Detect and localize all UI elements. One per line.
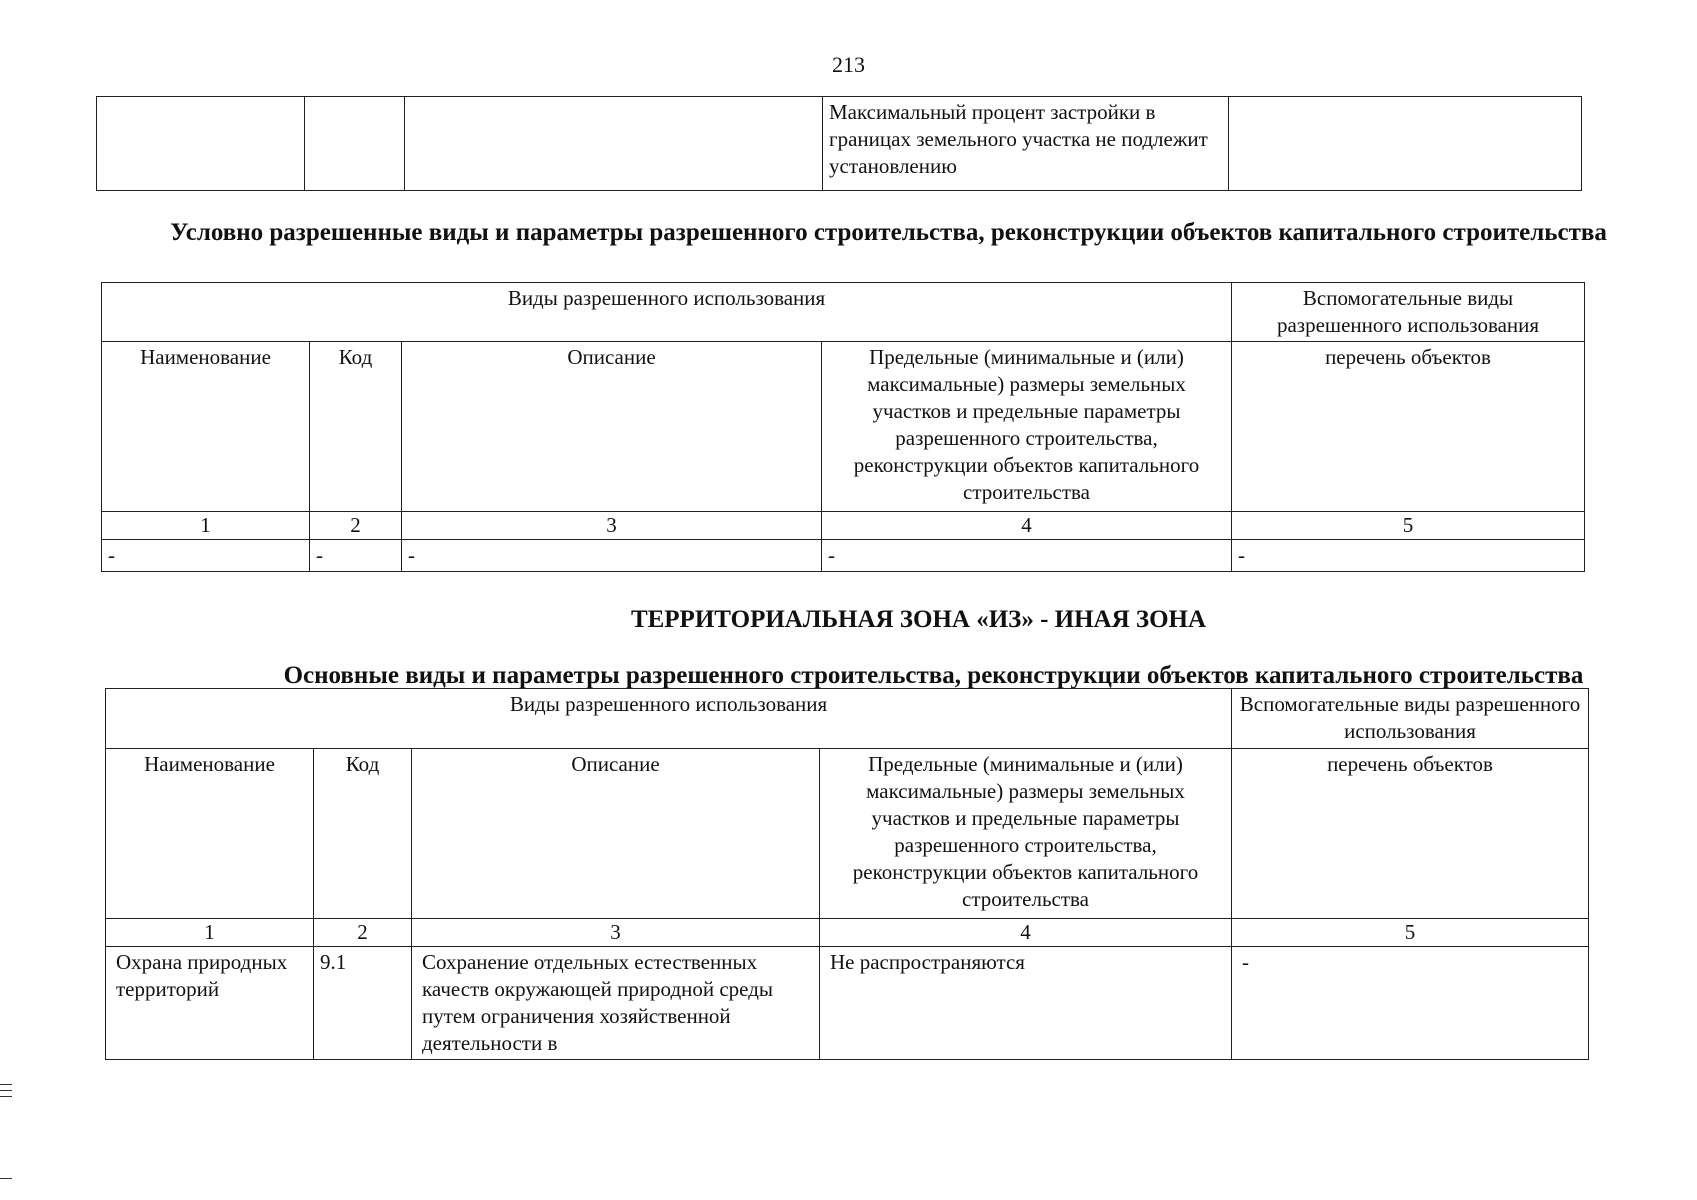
column-number: 3 <box>412 919 820 947</box>
header-params: Предельные (минимальные и (или) максимальные) размеры земельных участков и предельные параметры разрешенного строительства, реконструкции объектов капитального строительства <box>820 749 1232 919</box>
header-group-permitted-uses: Виды разрешенного использования <box>106 689 1232 749</box>
table-row <box>102 540 1585 572</box>
column-number: 5 <box>1232 512 1585 540</box>
header-description: Описание <box>402 342 822 512</box>
column-number-row <box>106 919 1589 947</box>
column-number: 4 <box>820 919 1232 947</box>
column-number-row <box>102 512 1585 540</box>
table-cell: - <box>310 540 402 572</box>
table-cell <box>1229 97 1582 191</box>
main-uses-table <box>105 688 1589 1060</box>
use-code-cell: 9.1 <box>314 947 412 1060</box>
table-cell: - <box>402 540 822 572</box>
column-number: 1 <box>106 919 314 947</box>
use-description-cell: Сохранение отдельных естественных качеств окружающей природной среды путем ограничения хозяйственной деятельности в <box>412 947 820 1060</box>
auxiliary-cell: - <box>1232 947 1589 1060</box>
margin-mark <box>0 1096 12 1097</box>
top-continuation-table <box>96 96 1582 191</box>
header-group-permitted-uses: Виды разрешенного использования <box>102 283 1232 342</box>
table-cell <box>405 97 823 191</box>
table-cell <box>97 97 305 191</box>
header-group-auxiliary: Вспомогательные виды разрешенного использования <box>1232 283 1585 342</box>
use-name-cell: Охрана природных территорий <box>106 947 314 1060</box>
header-description: Описание <box>412 749 820 919</box>
conditional-uses-table <box>101 282 1585 572</box>
column-number: 2 <box>314 919 412 947</box>
table-row <box>106 947 1589 1060</box>
column-number: 2 <box>310 512 402 540</box>
header-name: Наименование <box>102 342 310 512</box>
section-heading-conditional: Условно разрешенные виды и параметры разрешенного строительства, реконструкции объектов капитального строительства <box>170 219 1607 246</box>
header-code: Код <box>314 749 412 919</box>
margin-mark <box>0 1084 12 1085</box>
table-cell <box>305 97 405 191</box>
header-code: Код <box>310 342 402 512</box>
header-name: Наименование <box>106 749 314 919</box>
margin-mark <box>0 1178 12 1179</box>
column-number: 4 <box>822 512 1232 540</box>
margin-mark <box>0 1090 12 1091</box>
table-cell: - <box>102 540 310 572</box>
page-number: 213 <box>832 52 865 77</box>
params-cell: Максимальный процент застройки в границах земельного участка не подлежит установлению <box>823 97 1229 191</box>
zone-heading: ТЕРРИТОРИАЛЬНАЯ ЗОНА «ИЗ» - ИНАЯ ЗОНА <box>630 606 1207 633</box>
column-number: 1 <box>102 512 310 540</box>
section-heading-main: Основные виды и параметры разрешенного строительства, реконструкции объектов капитального строительства <box>283 662 1584 689</box>
header-group-auxiliary: Вспомогательные виды разрешенного использования <box>1232 689 1589 749</box>
table-cell: - <box>822 540 1232 572</box>
table-cell: - <box>1232 540 1585 572</box>
header-object-list: перечень объектов <box>1232 749 1589 919</box>
column-number: 5 <box>1232 919 1589 947</box>
use-params-cell: Не распространяются <box>820 947 1232 1060</box>
header-object-list: перечень объектов <box>1232 342 1585 512</box>
header-params: Предельные (минимальные и (или) максимальные) размеры земельных участков и предельные параметры разрешенного строительства, реконструкции объектов капитального строительства <box>822 342 1232 512</box>
column-number: 3 <box>402 512 822 540</box>
